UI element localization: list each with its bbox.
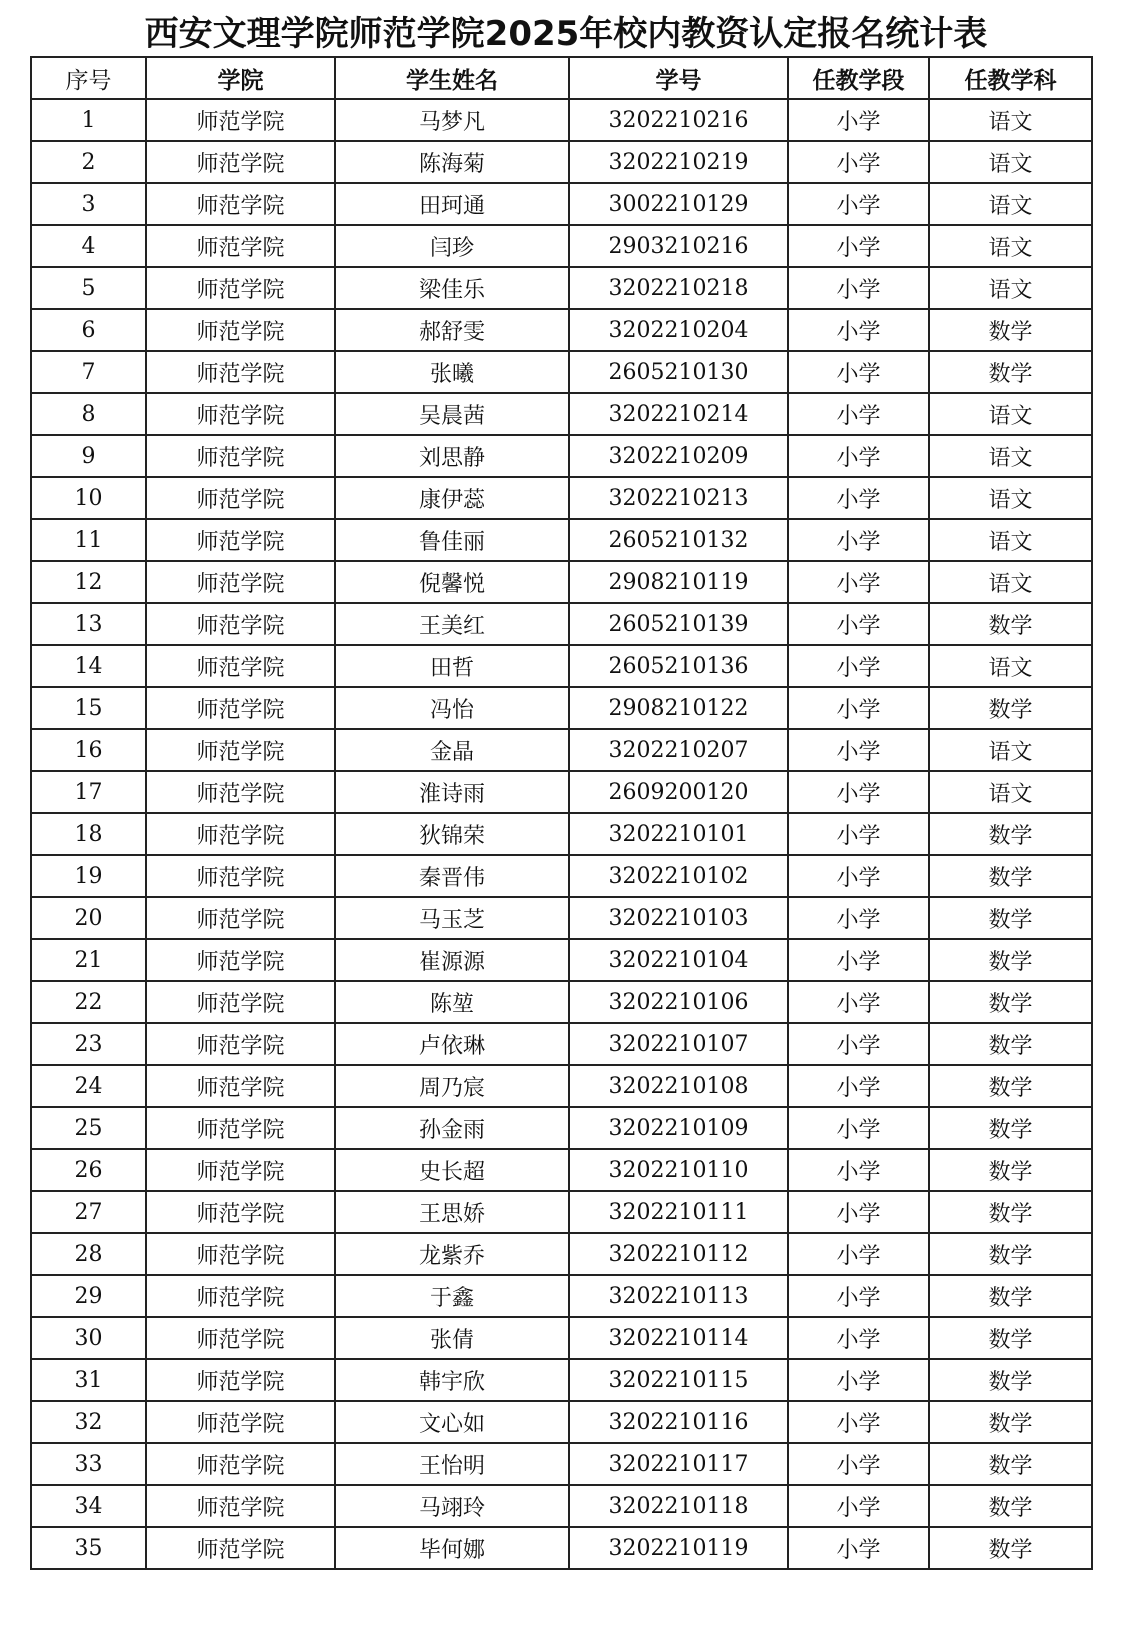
cell-student-id: 3202210117 bbox=[569, 1443, 788, 1485]
cell-student-name: 田珂通 bbox=[335, 183, 569, 225]
cell-seq: 21 bbox=[31, 939, 146, 981]
table-row bbox=[31, 141, 1092, 183]
cell-seq: 27 bbox=[31, 1191, 146, 1233]
cell-teaching-stage: 小学 bbox=[788, 1317, 929, 1359]
cell-seq: 31 bbox=[31, 1359, 146, 1401]
cell-college: 师范学院 bbox=[146, 771, 335, 813]
cell-college: 师范学院 bbox=[146, 225, 335, 267]
cell-student-name: 陈堃 bbox=[335, 981, 569, 1023]
cell-college: 师范学院 bbox=[146, 981, 335, 1023]
cell-teaching-stage: 小学 bbox=[788, 561, 929, 603]
cell-seq: 26 bbox=[31, 1149, 146, 1191]
cell-teaching-subject: 语文 bbox=[929, 183, 1092, 225]
cell-student-name: 王思娇 bbox=[335, 1191, 569, 1233]
cell-teaching-stage: 小学 bbox=[788, 267, 929, 309]
cell-teaching-subject: 数学 bbox=[929, 351, 1092, 393]
cell-teaching-stage: 小学 bbox=[788, 1107, 929, 1149]
table-row bbox=[31, 477, 1092, 519]
cell-student-name: 马翊玲 bbox=[335, 1485, 569, 1527]
cell-teaching-subject: 数学 bbox=[929, 1401, 1092, 1443]
cell-teaching-stage: 小学 bbox=[788, 1065, 929, 1107]
cell-college: 师范学院 bbox=[146, 183, 335, 225]
cell-seq: 7 bbox=[31, 351, 146, 393]
table-row bbox=[31, 561, 1092, 603]
cell-teaching-subject: 语文 bbox=[929, 645, 1092, 687]
cell-student-id: 3202210109 bbox=[569, 1107, 788, 1149]
cell-teaching-subject: 数学 bbox=[929, 981, 1092, 1023]
table-row bbox=[31, 645, 1092, 687]
cell-college: 师范学院 bbox=[146, 519, 335, 561]
cell-college: 师范学院 bbox=[146, 141, 335, 183]
table-row bbox=[31, 1359, 1092, 1401]
cell-student-name: 文心如 bbox=[335, 1401, 569, 1443]
table-row bbox=[31, 99, 1092, 141]
cell-teaching-subject: 语文 bbox=[929, 267, 1092, 309]
cell-student-id: 3202210213 bbox=[569, 477, 788, 519]
cell-college: 师范学院 bbox=[146, 729, 335, 771]
cell-student-id: 3202210113 bbox=[569, 1275, 788, 1317]
cell-college: 师范学院 bbox=[146, 1275, 335, 1317]
cell-college: 师范学院 bbox=[146, 1317, 335, 1359]
cell-college: 师范学院 bbox=[146, 897, 335, 939]
cell-seq: 34 bbox=[31, 1485, 146, 1527]
cell-college: 师范学院 bbox=[146, 687, 335, 729]
cell-college: 师范学院 bbox=[146, 393, 335, 435]
table-row bbox=[31, 435, 1092, 477]
cell-college: 师范学院 bbox=[146, 1149, 335, 1191]
cell-college: 师范学院 bbox=[146, 435, 335, 477]
page-title: 西安文理学院师范学院2025年校内教资认定报名统计表 bbox=[144, 14, 988, 54]
cell-student-id: 3202210101 bbox=[569, 813, 788, 855]
table-row bbox=[31, 1149, 1092, 1191]
cell-teaching-subject: 语文 bbox=[929, 225, 1092, 267]
cell-college: 师范学院 bbox=[146, 1359, 335, 1401]
cell-student-id: 3202210112 bbox=[569, 1233, 788, 1275]
cell-teaching-stage: 小学 bbox=[788, 981, 929, 1023]
cell-teaching-subject: 数学 bbox=[929, 1527, 1092, 1569]
table-row bbox=[31, 981, 1092, 1023]
cell-seq: 10 bbox=[31, 477, 146, 519]
cell-student-name: 冯怡 bbox=[335, 687, 569, 729]
table-row bbox=[31, 771, 1092, 813]
table-row bbox=[31, 603, 1092, 645]
cell-teaching-subject: 数学 bbox=[929, 1191, 1092, 1233]
cell-student-name: 陈海菊 bbox=[335, 141, 569, 183]
cell-teaching-subject: 语文 bbox=[929, 477, 1092, 519]
cell-student-name: 张曦 bbox=[335, 351, 569, 393]
table-row bbox=[31, 309, 1092, 351]
cell-student-id: 3202210111 bbox=[569, 1191, 788, 1233]
cell-college: 师范学院 bbox=[146, 1485, 335, 1527]
cell-student-name: 崔源源 bbox=[335, 939, 569, 981]
table-row bbox=[31, 939, 1092, 981]
cell-teaching-stage: 小学 bbox=[788, 435, 929, 477]
table-row bbox=[31, 1023, 1092, 1065]
cell-student-name: 郝舒雯 bbox=[335, 309, 569, 351]
table-header-row bbox=[31, 57, 1092, 99]
cell-seq: 4 bbox=[31, 225, 146, 267]
cell-student-name: 毕何娜 bbox=[335, 1527, 569, 1569]
cell-college: 师范学院 bbox=[146, 267, 335, 309]
cell-student-name: 刘思静 bbox=[335, 435, 569, 477]
table-row bbox=[31, 183, 1092, 225]
cell-college: 师范学院 bbox=[146, 1527, 335, 1569]
cell-teaching-subject: 数学 bbox=[929, 1233, 1092, 1275]
header-student-id: 学号 bbox=[569, 57, 788, 99]
cell-student-id: 3202210106 bbox=[569, 981, 788, 1023]
cell-teaching-stage: 小学 bbox=[788, 1527, 929, 1569]
cell-student-id: 2605210132 bbox=[569, 519, 788, 561]
cell-college: 师范学院 bbox=[146, 351, 335, 393]
cell-seq: 3 bbox=[31, 183, 146, 225]
cell-teaching-stage: 小学 bbox=[788, 687, 929, 729]
cell-seq: 1 bbox=[31, 99, 146, 141]
table-row bbox=[31, 267, 1092, 309]
cell-student-name: 梁佳乐 bbox=[335, 267, 569, 309]
cell-student-id: 3202210104 bbox=[569, 939, 788, 981]
cell-seq: 29 bbox=[31, 1275, 146, 1317]
table-row bbox=[31, 351, 1092, 393]
table-row bbox=[31, 1443, 1092, 1485]
cell-teaching-stage: 小学 bbox=[788, 141, 929, 183]
cell-seq: 20 bbox=[31, 897, 146, 939]
table-row bbox=[31, 1401, 1092, 1443]
cell-student-id: 3202210115 bbox=[569, 1359, 788, 1401]
cell-seq: 22 bbox=[31, 981, 146, 1023]
cell-teaching-stage: 小学 bbox=[788, 603, 929, 645]
cell-college: 师范学院 bbox=[146, 603, 335, 645]
cell-student-name: 鲁佳丽 bbox=[335, 519, 569, 561]
cell-seq: 33 bbox=[31, 1443, 146, 1485]
cell-college: 师范学院 bbox=[146, 1443, 335, 1485]
registration-table bbox=[30, 56, 1093, 1570]
cell-student-name: 康伊蕊 bbox=[335, 477, 569, 519]
cell-teaching-stage: 小学 bbox=[788, 897, 929, 939]
cell-seq: 30 bbox=[31, 1317, 146, 1359]
cell-student-name: 周乃宸 bbox=[335, 1065, 569, 1107]
cell-teaching-stage: 小学 bbox=[788, 1485, 929, 1527]
cell-teaching-subject: 语文 bbox=[929, 435, 1092, 477]
cell-student-name: 孙金雨 bbox=[335, 1107, 569, 1149]
cell-teaching-subject: 数学 bbox=[929, 1065, 1092, 1107]
cell-seq: 19 bbox=[31, 855, 146, 897]
table-row bbox=[31, 687, 1092, 729]
cell-student-name: 马梦凡 bbox=[335, 99, 569, 141]
cell-teaching-subject: 数学 bbox=[929, 1275, 1092, 1317]
cell-student-name: 吴晨茜 bbox=[335, 393, 569, 435]
cell-teaching-stage: 小学 bbox=[788, 855, 929, 897]
cell-student-id: 3202210219 bbox=[569, 141, 788, 183]
cell-college: 师范学院 bbox=[146, 813, 335, 855]
cell-teaching-subject: 语文 bbox=[929, 561, 1092, 603]
cell-teaching-stage: 小学 bbox=[788, 1275, 929, 1317]
cell-student-name: 卢依琳 bbox=[335, 1023, 569, 1065]
cell-teaching-subject: 数学 bbox=[929, 939, 1092, 981]
cell-student-name: 秦晋伟 bbox=[335, 855, 569, 897]
cell-teaching-stage: 小学 bbox=[788, 771, 929, 813]
cell-college: 师范学院 bbox=[146, 309, 335, 351]
cell-teaching-subject: 数学 bbox=[929, 813, 1092, 855]
table-row bbox=[31, 225, 1092, 267]
cell-seq: 23 bbox=[31, 1023, 146, 1065]
cell-student-id: 2605210139 bbox=[569, 603, 788, 645]
cell-student-name: 于鑫 bbox=[335, 1275, 569, 1317]
cell-seq: 18 bbox=[31, 813, 146, 855]
cell-teaching-subject: 数学 bbox=[929, 687, 1092, 729]
cell-student-name: 马玉芝 bbox=[335, 897, 569, 939]
cell-student-id: 3202210207 bbox=[569, 729, 788, 771]
table-row bbox=[31, 1191, 1092, 1233]
cell-student-id: 3202210209 bbox=[569, 435, 788, 477]
cell-college: 师范学院 bbox=[146, 855, 335, 897]
cell-seq: 16 bbox=[31, 729, 146, 771]
cell-teaching-stage: 小学 bbox=[788, 729, 929, 771]
cell-student-name: 狄锦荣 bbox=[335, 813, 569, 855]
cell-teaching-stage: 小学 bbox=[788, 1233, 929, 1275]
cell-college: 师范学院 bbox=[146, 477, 335, 519]
table-row bbox=[31, 1275, 1092, 1317]
cell-seq: 12 bbox=[31, 561, 146, 603]
cell-teaching-subject: 数学 bbox=[929, 897, 1092, 939]
cell-teaching-stage: 小学 bbox=[788, 351, 929, 393]
cell-teaching-stage: 小学 bbox=[788, 1191, 929, 1233]
cell-seq: 17 bbox=[31, 771, 146, 813]
cell-teaching-subject: 语文 bbox=[929, 393, 1092, 435]
cell-teaching-stage: 小学 bbox=[788, 813, 929, 855]
cell-seq: 9 bbox=[31, 435, 146, 477]
table-row bbox=[31, 1485, 1092, 1527]
cell-student-id: 2903210216 bbox=[569, 225, 788, 267]
cell-teaching-stage: 小学 bbox=[788, 1149, 929, 1191]
cell-student-name: 淮诗雨 bbox=[335, 771, 569, 813]
cell-student-id: 3202210216 bbox=[569, 99, 788, 141]
header-college: 学院 bbox=[146, 57, 335, 99]
cell-student-name: 王美红 bbox=[335, 603, 569, 645]
cell-college: 师范学院 bbox=[146, 939, 335, 981]
cell-seq: 15 bbox=[31, 687, 146, 729]
table-row bbox=[31, 729, 1092, 771]
cell-student-id: 3202210119 bbox=[569, 1527, 788, 1569]
cell-teaching-subject: 数学 bbox=[929, 1149, 1092, 1191]
cell-teaching-stage: 小学 bbox=[788, 393, 929, 435]
table-row bbox=[31, 897, 1092, 939]
cell-teaching-subject: 数学 bbox=[929, 309, 1092, 351]
cell-teaching-subject: 数学 bbox=[929, 1107, 1092, 1149]
cell-college: 师范学院 bbox=[146, 645, 335, 687]
cell-seq: 25 bbox=[31, 1107, 146, 1149]
cell-teaching-stage: 小学 bbox=[788, 1023, 929, 1065]
cell-seq: 2 bbox=[31, 141, 146, 183]
cell-student-id: 2908210122 bbox=[569, 687, 788, 729]
table-row bbox=[31, 1317, 1092, 1359]
cell-teaching-stage: 小学 bbox=[788, 1359, 929, 1401]
cell-college: 师范学院 bbox=[146, 1191, 335, 1233]
cell-student-id: 3202210214 bbox=[569, 393, 788, 435]
table-row bbox=[31, 1107, 1092, 1149]
cell-teaching-subject: 语文 bbox=[929, 729, 1092, 771]
cell-teaching-subject: 语文 bbox=[929, 771, 1092, 813]
cell-student-name: 倪馨悦 bbox=[335, 561, 569, 603]
cell-teaching-subject: 语文 bbox=[929, 519, 1092, 561]
cell-student-name: 金晶 bbox=[335, 729, 569, 771]
cell-student-name: 田哲 bbox=[335, 645, 569, 687]
cell-student-name: 王怡明 bbox=[335, 1443, 569, 1485]
cell-student-id: 3202210218 bbox=[569, 267, 788, 309]
cell-seq: 14 bbox=[31, 645, 146, 687]
cell-student-id: 3202210116 bbox=[569, 1401, 788, 1443]
cell-teaching-stage: 小学 bbox=[788, 225, 929, 267]
cell-teaching-stage: 小学 bbox=[788, 99, 929, 141]
cell-student-id: 2605210136 bbox=[569, 645, 788, 687]
table-row bbox=[31, 519, 1092, 561]
cell-teaching-stage: 小学 bbox=[788, 1401, 929, 1443]
cell-student-id: 3202210103 bbox=[569, 897, 788, 939]
cell-seq: 35 bbox=[31, 1527, 146, 1569]
table-row bbox=[31, 1065, 1092, 1107]
cell-seq: 11 bbox=[31, 519, 146, 561]
cell-student-id: 3202210110 bbox=[569, 1149, 788, 1191]
table-body bbox=[31, 99, 1092, 1569]
cell-seq: 6 bbox=[31, 309, 146, 351]
cell-teaching-subject: 语文 bbox=[929, 141, 1092, 183]
cell-student-id: 3202210118 bbox=[569, 1485, 788, 1527]
cell-seq: 28 bbox=[31, 1233, 146, 1275]
cell-teaching-subject: 数学 bbox=[929, 603, 1092, 645]
cell-student-id: 3202210107 bbox=[569, 1023, 788, 1065]
table-row bbox=[31, 1527, 1092, 1569]
cell-teaching-stage: 小学 bbox=[788, 183, 929, 225]
table-row bbox=[31, 1233, 1092, 1275]
cell-teaching-stage: 小学 bbox=[788, 309, 929, 351]
cell-student-name: 史长超 bbox=[335, 1149, 569, 1191]
cell-college: 师范学院 bbox=[146, 1233, 335, 1275]
cell-student-id: 2908210119 bbox=[569, 561, 788, 603]
cell-college: 师范学院 bbox=[146, 99, 335, 141]
header-student-name: 学生姓名 bbox=[335, 57, 569, 99]
cell-teaching-subject: 数学 bbox=[929, 855, 1092, 897]
cell-teaching-subject: 语文 bbox=[929, 99, 1092, 141]
cell-college: 师范学院 bbox=[146, 1065, 335, 1107]
header-teaching-stage: 任教学段 bbox=[788, 57, 929, 99]
cell-teaching-subject: 数学 bbox=[929, 1485, 1092, 1527]
table-row bbox=[31, 855, 1092, 897]
cell-college: 师范学院 bbox=[146, 1107, 335, 1149]
cell-teaching-subject: 数学 bbox=[929, 1359, 1092, 1401]
cell-student-id: 3202210102 bbox=[569, 855, 788, 897]
cell-seq: 24 bbox=[31, 1065, 146, 1107]
header-teaching-subject: 任教学科 bbox=[929, 57, 1092, 99]
cell-student-name: 张倩 bbox=[335, 1317, 569, 1359]
cell-teaching-stage: 小学 bbox=[788, 645, 929, 687]
cell-student-name: 韩宇欣 bbox=[335, 1359, 569, 1401]
cell-teaching-stage: 小学 bbox=[788, 1443, 929, 1485]
cell-teaching-stage: 小学 bbox=[788, 939, 929, 981]
cell-teaching-subject: 数学 bbox=[929, 1023, 1092, 1065]
cell-student-id: 3202210108 bbox=[569, 1065, 788, 1107]
table-row bbox=[31, 393, 1092, 435]
cell-college: 师范学院 bbox=[146, 561, 335, 603]
cell-seq: 13 bbox=[31, 603, 146, 645]
cell-seq: 32 bbox=[31, 1401, 146, 1443]
table-row bbox=[31, 813, 1092, 855]
cell-student-id: 2609200120 bbox=[569, 771, 788, 813]
cell-college: 师范学院 bbox=[146, 1401, 335, 1443]
cell-student-name: 闫珍 bbox=[335, 225, 569, 267]
cell-teaching-subject: 数学 bbox=[929, 1443, 1092, 1485]
cell-student-name: 龙紫乔 bbox=[335, 1233, 569, 1275]
cell-college: 师范学院 bbox=[146, 1023, 335, 1065]
cell-student-id: 3002210129 bbox=[569, 183, 788, 225]
cell-teaching-subject: 数学 bbox=[929, 1317, 1092, 1359]
cell-teaching-stage: 小学 bbox=[788, 477, 929, 519]
cell-teaching-stage: 小学 bbox=[788, 519, 929, 561]
header-seq: 序号 bbox=[31, 57, 146, 99]
cell-seq: 5 bbox=[31, 267, 146, 309]
cell-student-id: 2605210130 bbox=[569, 351, 788, 393]
cell-student-id: 3202210114 bbox=[569, 1317, 788, 1359]
cell-seq: 8 bbox=[31, 393, 146, 435]
cell-student-id: 3202210204 bbox=[569, 309, 788, 351]
